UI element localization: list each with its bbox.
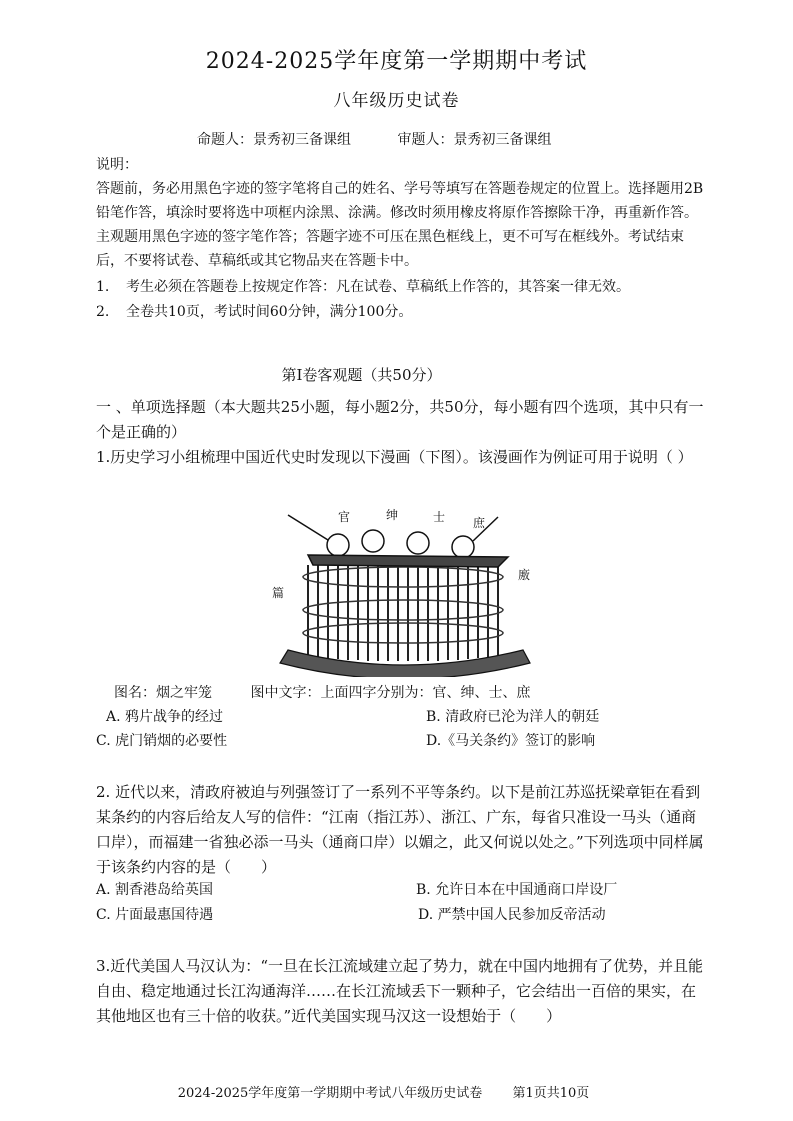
rule-text: 全卷共10页，考试时间60分钟，满分100分。	[126, 304, 413, 320]
figure-name: 图名：烟之牢笼	[114, 685, 212, 701]
question-1-stem: 1.历史学习小组梳理中国近代史时发现以下漫画（下图）。该漫画作为例证可用于说明（ ）	[96, 448, 693, 466]
exam-title: 2024-2025学年度第一学期期中考试	[205, 49, 588, 74]
cartoon-cage-figure	[268, 505, 544, 677]
question-2-stem: 2. 近代以来，清政府被迫与列强签订了一系列不平等条约。以下是前江苏巡抚梁章钜在看到某条约的内容后给友人写的信件：“江南（指江苏）、浙江、广东，每省只准设一马头（通商口岸），而福建一省独必添一马头（通商口岸）以媚之，此又何说以处之。”下列选项中同样属于该条约内容的是（ ）	[96, 783, 704, 876]
cartoon-glyph: 绅	[386, 508, 399, 522]
cage-rings	[303, 567, 503, 643]
cartoon-glyph: 士	[433, 510, 446, 524]
cartoon-glyph: 庶	[473, 516, 486, 530]
rule-number: 2.	[96, 304, 110, 320]
option-c: C. 片面最惠国待遇	[96, 907, 214, 923]
reviewer: 审题人：景秀初三备课组	[397, 132, 552, 148]
option-a: A. 鸦片战争的经过	[106, 709, 224, 725]
footer-text: 2024-2025学年度第一学期期中考试八年级历史试卷	[177, 1086, 483, 1101]
notes-body: 答题前，务必用黑色字迹的签字笔将自己的姓名、学号等填写在答题卷规定的位置上。选择题用2B铅笔作答，填涂时要将选中项框内涂黑、涂满。修改时须用橡皮将原作答擦除干净，再重新作答。主观题用黑色字迹的签字笔作答；答题字迹不可压在黑色框线上，更不可写在框线外。考试结束后，不要将试卷、草稿纸或其它物品夹在答题卡中。	[96, 181, 704, 269]
rule-number: 1.	[96, 279, 110, 295]
rule-text: 考生必须在答题卷上按规定作答：凡在试卷、草稿纸上作答的，其答案一律无效。	[126, 279, 630, 295]
question-3-stem: 3.近代美国人马汉认为：“一旦在长江流域建立起了势力，就在中国内地拥有了优势，并且能自由、稳定地通过长江沟通海洋……在长江流域丢下一颗种子，它会结出一百倍的果实，在其他地区也有三十倍的收获。”近代美国实现马汉这一设想始于（ ）	[96, 957, 703, 1025]
cartoon-glyph: 篇	[272, 586, 285, 600]
authors-line	[197, 129, 593, 149]
option-c: C. 虎门销烟的必要性	[96, 733, 228, 749]
page-footer	[0, 1082, 793, 1101]
cage-bars	[308, 559, 498, 661]
rule-item	[96, 276, 630, 296]
cartoon-glyph: 官	[338, 510, 351, 524]
section-instruction: 一 、单项选择题（本大题共25小题，每小题2分，共50分，每小题有四个选项，其中只有一个是正确的）	[96, 398, 704, 441]
setter: 命题人：景秀初三备课组	[197, 132, 351, 148]
figure-caption	[114, 682, 564, 702]
figure-text: 图中文字：上面四字分别为：官、绅、士、庶	[250, 685, 531, 701]
option-b: B. 清政府已沦为洋人的朝廷	[426, 709, 600, 725]
page-number: 第1页共10页	[512, 1086, 590, 1101]
cartoon-glyph: 廒	[518, 568, 531, 582]
rule-item	[96, 301, 412, 321]
option-a: A. 割香港岛给英国	[96, 882, 214, 898]
option-b: B. 允许日本在中国通商口岸设厂	[416, 882, 618, 898]
section-heading: 第I卷客观题（共50分）	[281, 366, 442, 384]
option-d: D. 严禁中国人民参加反帝活动	[418, 907, 606, 923]
option-d: D.《马关条约》签订的影响	[426, 733, 596, 749]
exam-subtitle: 八年级历史试卷	[333, 91, 460, 111]
notes-label: 说明：	[96, 157, 138, 173]
